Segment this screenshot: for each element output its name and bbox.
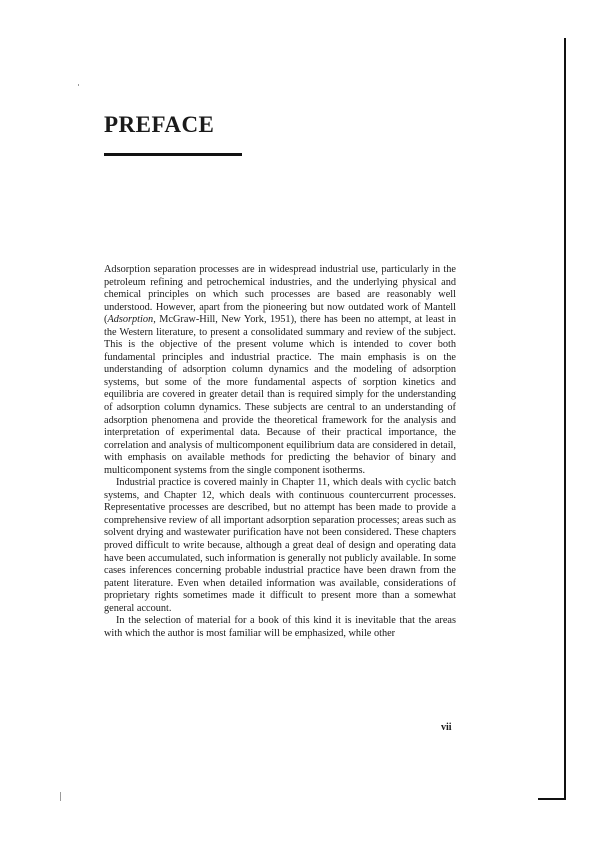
title-underline-rule xyxy=(104,153,242,156)
paragraph-3: In the selection of material for a book of this kind it is inevitable that the areas with which the author is most familiar will be emphasized, while other xyxy=(104,615,456,639)
page-title: PREFACE xyxy=(104,112,215,137)
scan-speck xyxy=(78,84,79,86)
scan-speck xyxy=(60,792,61,801)
book-title-italic: Adsorption xyxy=(107,314,154,326)
preface-body xyxy=(104,264,456,640)
scan-edge-vertical-line xyxy=(564,38,566,800)
paragraph-1-text-b: , McGraw-Hill, New York, 1951), there has been no attempt, at least in the Western literature, to present a consolidated summary and review of the subject. This is the objective of the present volume which is intended to cover both fundamental principles and industrial practice. The main emphasis is on the understanding of adsorption column dynamics and the modeling of adsorption systems, but some of the more fundamental aspects of sorption kinetics and equilibria are covered in greater detail than is required simply for the understanding of adsorption column dynamics. These subjects are central to an understanding of adsorption phenomena and provide the theoretical framework for the analysis and interpretation of experimental data. Because of their practical importance, the correlation and analysis of multicomponent equilibrium data are considered in detail, with emphasis on available methods for predicting the behavior of binary and multicomponent systems from the single component isotherms. xyxy=(104,314,456,476)
scan-edge-horizontal-line xyxy=(538,798,566,800)
paragraph-1 xyxy=(104,264,456,477)
paragraph-1-text-a: Adsorption separation processes are in widespread industrial use, particularly in the petroleum refining and petrochemical industries, and the underlying physical and chemical principles on which such processes are based are reasonably well understood. However, apart from the pioneering but now outdated work of Mantell ( xyxy=(104,264,456,326)
page-number: vii xyxy=(441,722,452,733)
paragraph-2: Industrial practice is covered mainly in Chapter 11, which deals with cyclic batch systems, and Chapter 12, which deals with continuous countercurrent processes. Representative processes are described, but no attempt has been made to provide a comprehensive review of all important adsorption separation processes; areas such as solvent drying and wastewater purification have not been considered. These chapters proved difficult to write because, although a great deal of design and operating data have been accumulated, such information is generally not publicly available. In some cases inferences concerning probable industrial practice have been drawn from the patent literature. Even when detailed information was available, considerations of proprietary rights sometimes made it difficult to present more than a somewhat general account. xyxy=(104,477,456,614)
